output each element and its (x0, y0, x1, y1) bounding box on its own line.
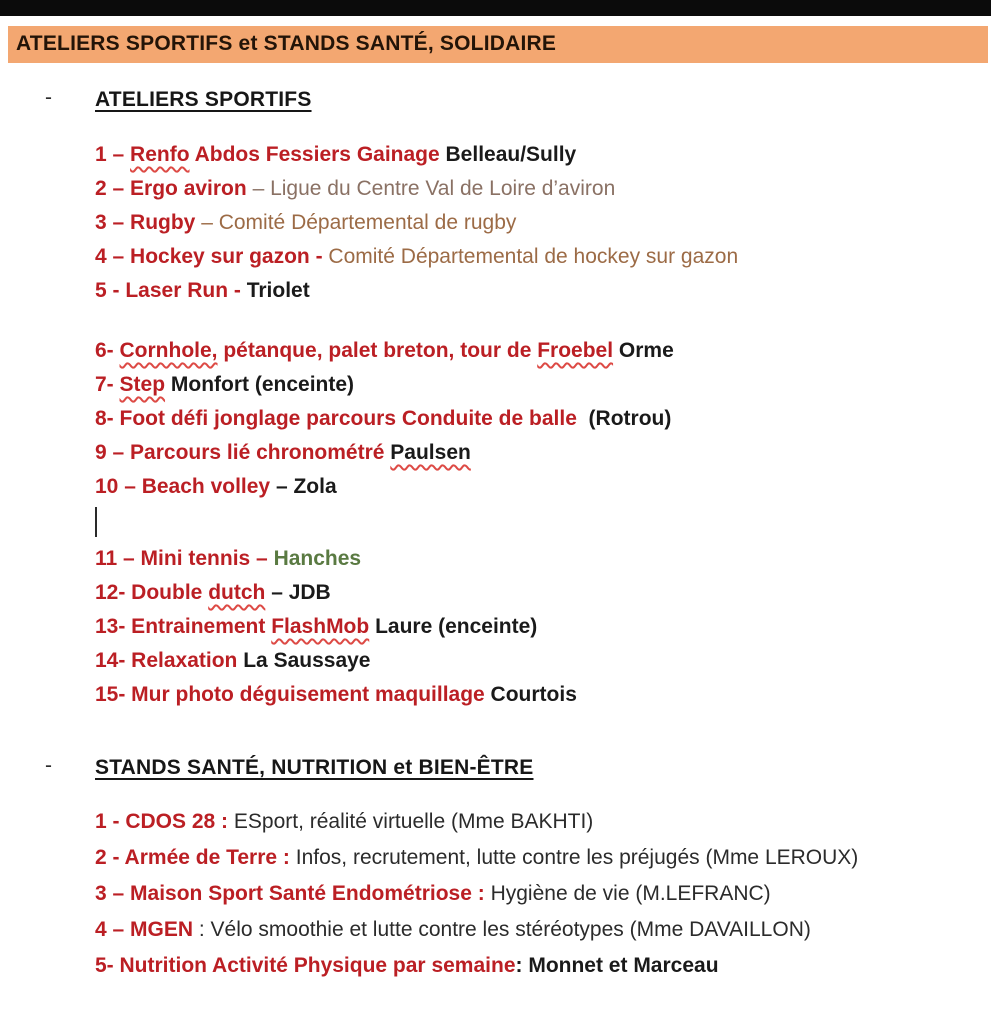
section-heading-text: ATELIERS SPORTIFS (95, 88, 312, 111)
top-letterbox-bar (0, 0, 991, 16)
text-segment: La Saussaye (243, 649, 371, 672)
list-item[interactable] (95, 240, 991, 274)
page-title: ATELIERS SPORTIFS et STANDS SANTÉ, SOLIDAIRE (16, 32, 557, 55)
text-segment: 12- Double (95, 581, 209, 604)
list-item[interactable] (95, 948, 991, 984)
list-item[interactable] (95, 576, 991, 610)
text-segment: Monfort (enceinte) (170, 373, 355, 396)
text-segment: Hygiène de vie (M.LEFRANC) (490, 882, 771, 905)
text-segment: 10 – Beach volley (95, 475, 276, 498)
text-segment: Triolet (246, 279, 310, 302)
list-item[interactable] (95, 542, 991, 576)
list-item[interactable] (95, 644, 991, 678)
document-body (0, 66, 991, 984)
text-caret (95, 507, 97, 537)
text-segment: Courtois (490, 683, 577, 706)
list-item[interactable] (95, 274, 991, 308)
bullet-dash: - (45, 86, 52, 109)
text-segment: (Rotrou) (582, 407, 672, 430)
list-item[interactable] (95, 402, 991, 436)
text-segment: Laure (enceinte) (375, 615, 538, 638)
text-segment: : (515, 954, 529, 977)
text-segment: 5 - Laser Run - (95, 279, 247, 302)
text-segment: 13- Entrainement (95, 615, 272, 638)
text-segment: 3 – Rugby (95, 211, 202, 234)
spellcheck-flagged-text: Renfo (130, 143, 190, 166)
text-segment: 2 – Ergo aviron (95, 177, 253, 200)
text-segment: 11 – Mini tennis – (95, 547, 274, 570)
page-title-banner[interactable] (8, 26, 988, 63)
text-segment: – Ligue du Centre Val de Loire d’aviron (252, 177, 616, 200)
spellcheck-flagged-text: Froebel (537, 339, 614, 362)
text-segment: 14- Relaxation (95, 649, 244, 672)
text-segment: 3 – Maison Sport Santé Endométriose : (95, 882, 491, 905)
list-item[interactable] (95, 138, 991, 172)
spellcheck-flagged-text: dutch (208, 581, 266, 604)
text-segment: 1 – (95, 143, 131, 166)
list-item[interactable] (95, 678, 991, 712)
text-segment: 15- Mur photo déguisement maquillage (95, 683, 491, 706)
list-item[interactable] (95, 912, 991, 948)
section-heading-text: STANDS SANTÉ, NUTRITION et BIEN-ÊTRE (95, 756, 534, 779)
list-item[interactable] (95, 206, 991, 240)
text-segment: 4 – Hockey sur gazon - (95, 245, 329, 268)
list-item[interactable] (95, 804, 991, 840)
spellcheck-flagged-text: FlashMob (271, 615, 370, 638)
list-item[interactable] (95, 334, 991, 368)
text-segment: Hanches (273, 547, 362, 570)
text-segment: 6- (95, 339, 120, 362)
list-item[interactable] (95, 470, 991, 504)
text-segment: – Comité Départemental de rugby (201, 211, 517, 234)
text-segment: 1 - CDOS 28 : (95, 810, 234, 833)
text-segment: pétanque, palet breton, tour de (217, 339, 538, 362)
ateliers-sportifs-list (0, 138, 991, 712)
stands-sante-list (0, 804, 991, 984)
text-segment: – Zola (275, 475, 337, 498)
section-heading-ateliers[interactable] (0, 86, 991, 114)
blank-line (95, 308, 991, 334)
text-segment: Abdos Fessiers Gainage (189, 143, 446, 166)
text-segment: ESport, réalité virtuelle (Mme BAKHTI) (233, 810, 594, 833)
spellcheck-flagged-text: Step (119, 373, 166, 396)
text-segment: 4 – MGEN (95, 918, 199, 941)
text-segment: 7- (95, 373, 120, 396)
text-segment: Belleau/Sully (445, 143, 577, 166)
text-segment: – JDB (271, 581, 331, 604)
list-item[interactable] (95, 876, 991, 912)
spellcheck-flagged-text: Cornhole, (119, 339, 218, 362)
section-heading-stands[interactable] (0, 754, 991, 782)
text-segment: Infos, recrutement, lutte contre les préjugés (Mme LEROUX) (295, 846, 859, 869)
list-item[interactable] (95, 172, 991, 206)
text-segment: Comité Départemental de hockey sur gazon (328, 245, 739, 268)
bullet-dash: - (45, 754, 52, 777)
spellcheck-flagged-text: Paulsen (390, 441, 471, 464)
text-cursor-line (95, 504, 991, 542)
list-item[interactable] (95, 368, 991, 402)
text-segment: Orme (618, 339, 674, 362)
text-segment: 5- Nutrition Activité Physique par semaine (95, 954, 516, 977)
text-segment: Monnet et Marceau (528, 954, 719, 977)
list-item[interactable] (95, 840, 991, 876)
list-item[interactable] (95, 610, 991, 644)
text-segment: 9 – Parcours lié chronométré (95, 441, 391, 464)
text-segment: 8- Foot défi jonglage parcours Conduite de balle (95, 407, 583, 430)
text-segment: : Vélo smoothie et lutte contre les stéréotypes (Mme DAVAILLON) (198, 918, 811, 941)
list-item[interactable] (95, 436, 991, 470)
text-segment: 2 - Armée de Terre : (95, 846, 296, 869)
